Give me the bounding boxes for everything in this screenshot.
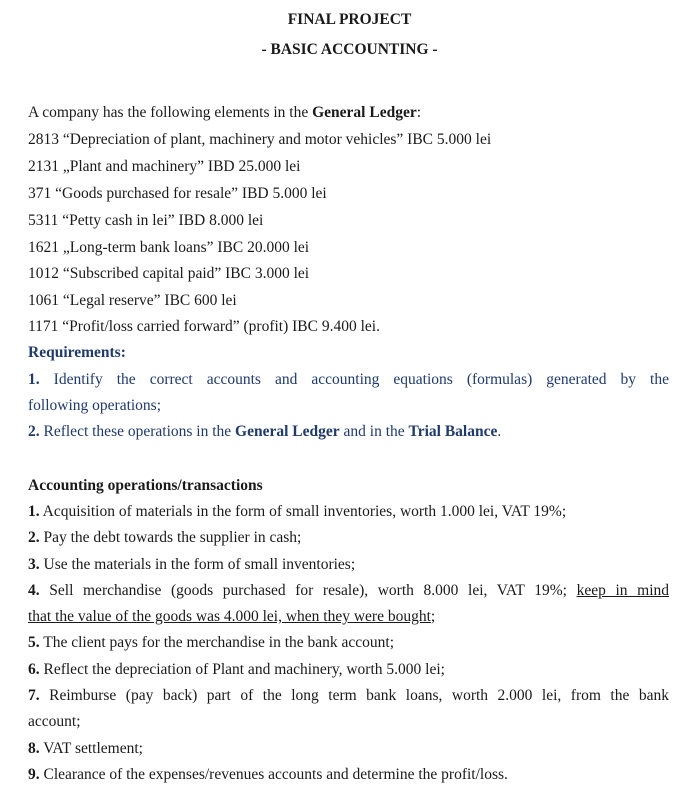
- operation-item-7-line1: [28, 686, 669, 706]
- operation-item-8: [28, 739, 143, 759]
- operation-item-1: [28, 502, 566, 522]
- operation-item-5: [28, 633, 394, 653]
- operation-text: Pay the debt towards the supplier in cash;: [43, 529, 302, 546]
- requirement-item-2: [28, 422, 501, 442]
- operation-underlined-text: that the value of the goods was 4.000 lei, when they were bought: [28, 608, 431, 625]
- operation-number: 8.: [28, 740, 40, 757]
- requirements-heading: Requirements:: [28, 344, 126, 361]
- operation-text: VAT settlement;: [43, 740, 143, 757]
- ledger-entry: 5311 “Petty cash in lei” IBD 8.000 lei: [28, 212, 264, 229]
- operation-number: 2.: [28, 529, 40, 546]
- document-title: FINAL PROJECT: [287, 11, 412, 28]
- ledger-entry: 1061 “Legal reserve” IBC 600 lei: [28, 292, 237, 309]
- operation-number: 3.: [28, 556, 40, 573]
- requirement-item-text-mid: and in the: [339, 423, 409, 440]
- operation-text: Clearance of the expenses/revenues accounts and determine the profit/loss.: [43, 766, 508, 783]
- operation-text: Acquisition of materials in the form of small inventories, worth 1.000 lei, VAT 19%;: [42, 503, 567, 520]
- document-subtitle: - BASIC ACCOUNTING -: [261, 41, 438, 58]
- requirement-item-number: 1.: [28, 371, 40, 388]
- operation-item-9: [28, 765, 508, 785]
- operation-item-2: [28, 528, 301, 548]
- ledger-entry: 1012 “Subscribed capital paid” IBC 3.000 lei: [28, 265, 310, 282]
- operation-text: Sell merchandise (goods purchased for resale), worth 8.000 lei, VAT 19%;: [49, 582, 577, 599]
- operation-number: 5.: [28, 634, 40, 651]
- requirement-item-number: 2.: [28, 423, 40, 440]
- operation-item-3: [28, 555, 355, 575]
- operation-item-4-line2: [28, 607, 435, 627]
- ledger-entry: 2813 “Depreciation of plant, machinery and motor vehicles” IBC 5.000 lei: [28, 131, 492, 148]
- ledger-intro-bold: General Ledger: [312, 104, 417, 121]
- operation-item-7-line2: account;: [28, 713, 81, 730]
- ledger-entry: 1171 “Profit/loss carried forward” (profit) IBC 9.400 lei.: [28, 318, 380, 335]
- operation-item-4-line1: [28, 581, 669, 601]
- requirement-item-suffix: .: [497, 423, 502, 440]
- operation-number: 4.: [28, 582, 40, 599]
- ledger-intro: [28, 103, 421, 123]
- operation-text-end: ;: [430, 608, 436, 625]
- ledger-intro-text: A company has the following elements in the: [28, 104, 313, 121]
- ledger-entry: 371 “Goods purchased for resale” IBD 5.000 lei: [28, 185, 327, 202]
- ledger-entry: 1621 „Long-term bank loans” IBC 20.000 lei: [28, 239, 310, 256]
- ledger-intro-suffix: :: [416, 104, 422, 121]
- ledger-entry: 2131 „Plant and machinery” IBD 25.000 lei: [28, 158, 301, 175]
- operation-underlined-text: keep in mind: [576, 582, 670, 599]
- operation-number: 7.: [28, 687, 40, 704]
- requirement-item-text: Reflect these operations in the: [43, 423, 236, 440]
- operation-text: Use the materials in the form of small inventories;: [43, 556, 356, 573]
- operation-text: Reimburse (pay back) part of the long term bank loans, worth 2.000 lei, from the bank: [49, 687, 669, 704]
- operation-item-6: [28, 660, 445, 680]
- requirement-item-text: Identify the correct accounts and accounting equations (formulas) generated by the: [53, 371, 669, 388]
- operations-heading: Accounting operations/transactions: [28, 477, 263, 494]
- requirement-item-1-line2: following operations;: [28, 397, 162, 414]
- operation-text: The client pays for the merchandise in the bank account;: [43, 634, 395, 651]
- operation-number: 9.: [28, 766, 40, 783]
- requirement-bold-general-ledger: General Ledger: [235, 423, 340, 440]
- operation-number: 6.: [28, 661, 40, 678]
- requirement-bold-trial-balance: Trial Balance: [408, 423, 498, 440]
- operation-number: 1.: [28, 503, 40, 520]
- operation-text: Reflect the depreciation of Plant and machinery, worth 5.000 lei;: [43, 661, 445, 678]
- requirement-item-1-line1: [28, 370, 669, 390]
